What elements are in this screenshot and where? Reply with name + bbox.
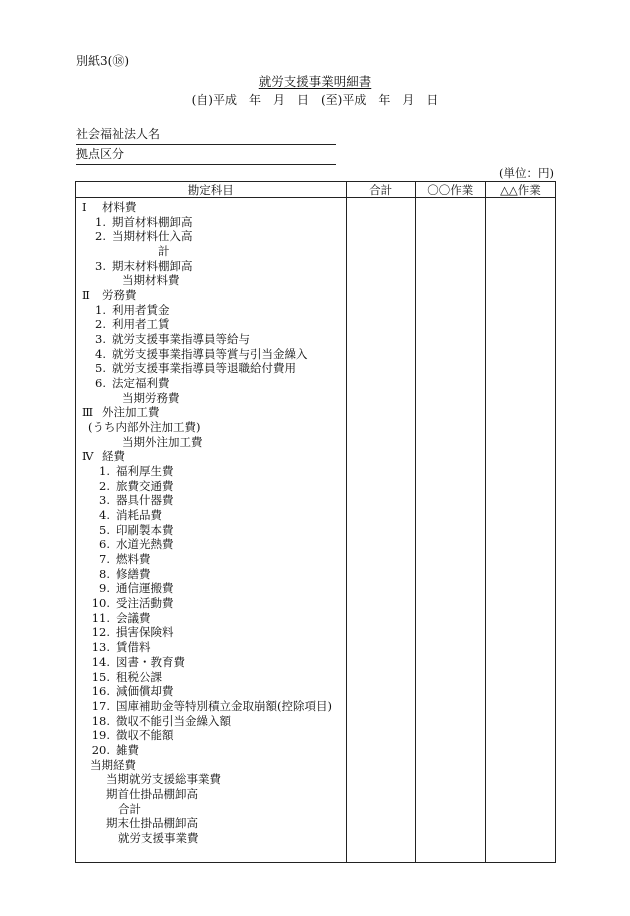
item-label: 旅費交通費: [116, 478, 174, 493]
item-number: 6.: [99, 537, 110, 552]
summary-label: 期首仕掛品棚卸高: [106, 786, 198, 801]
item-label: 水道光熱費: [116, 537, 174, 552]
subtotal-row: [76, 435, 346, 450]
summary-label: 合計: [118, 801, 141, 816]
item-number: 16.: [91, 684, 110, 699]
subtotal-label: 当期労務費: [122, 390, 180, 405]
subtotal-row: [76, 244, 346, 259]
section-title: 外注加工費: [102, 405, 160, 420]
section-numeral: Ⅰ: [82, 200, 87, 214]
item-label: 期首材料棚卸高: [112, 214, 193, 229]
list-item: [76, 493, 346, 508]
item-number: 19.: [91, 728, 110, 743]
summary-row-wip-begin: [76, 787, 346, 802]
subtotal-label: 計: [158, 244, 170, 259]
item-label: 減価償却費: [116, 684, 174, 699]
column-header-work-b: △△作業: [485, 182, 555, 198]
section-heading-expenses: [76, 449, 346, 464]
form-number: 別紙3(⑱): [76, 54, 129, 68]
item-number: 2.: [95, 317, 106, 332]
item-label: 受注活動費: [116, 596, 174, 611]
list-item: [76, 259, 346, 274]
corporation-name-field[interactable]: [76, 127, 336, 145]
item-label: 雑費: [116, 742, 139, 757]
column-header-total: 合計: [346, 182, 415, 198]
account-item-list: [76, 198, 346, 846]
item-label: 就労支援事業指導員等給与: [112, 332, 250, 347]
section-title: 材料費: [102, 200, 137, 214]
item-label: 燃料費: [116, 552, 151, 567]
list-item: [76, 508, 346, 523]
account-items-cell: [76, 198, 347, 863]
list-item: [76, 728, 346, 743]
item-label: 福利厚生費: [116, 464, 174, 479]
item-label: 利用者賃金: [112, 302, 170, 317]
item-label: 徴収不能額: [116, 728, 174, 743]
item-number: 14.: [91, 654, 110, 669]
table-header-row: [76, 182, 556, 198]
section-numeral: Ⅲ: [82, 405, 94, 420]
item-label: 会議費: [116, 610, 151, 625]
list-item: [76, 464, 346, 479]
summary-row-total-cost: [76, 772, 346, 787]
item-number: 13.: [91, 640, 110, 655]
item-number: 2.: [95, 229, 106, 244]
item-label: 損害保険料: [116, 625, 174, 640]
item-label: 就労支援事業指導員等退職給付費用: [112, 361, 296, 376]
item-label: 図書・教育費: [116, 654, 185, 669]
item-number: 4.: [95, 346, 106, 361]
item-label: 利用者工賃: [112, 317, 170, 332]
list-item: [76, 567, 346, 582]
item-number: 6.: [95, 376, 106, 391]
item-label: 器具什器費: [116, 493, 174, 508]
item-number: 10.: [91, 596, 110, 611]
list-item: [76, 684, 346, 699]
item-label: 租税公課: [116, 669, 162, 684]
summary-row-business-cost: [76, 831, 346, 846]
column-header-account: 勘定科目: [76, 182, 347, 198]
section-heading-outsourcing: [76, 405, 346, 420]
subtotal-row: [76, 273, 346, 288]
list-item: [76, 655, 346, 670]
summary-label: 期末仕掛品棚卸高: [106, 816, 198, 831]
work-b-column-cell[interactable]: [485, 198, 555, 863]
total-column-cell[interactable]: [346, 198, 415, 863]
item-number: 8.: [99, 566, 110, 581]
item-number: 1.: [95, 302, 106, 317]
item-number: 3.: [95, 332, 106, 347]
item-number: 11.: [91, 610, 110, 625]
table-body-row: [76, 198, 556, 863]
list-item: [76, 640, 346, 655]
list-item: [76, 347, 346, 362]
summary-row-sum: [76, 802, 346, 817]
column-header-work-a: 〇〇作業: [415, 182, 485, 198]
item-label: 印刷製本費: [116, 522, 174, 537]
list-item: [76, 479, 346, 494]
item-number: 1.: [95, 214, 106, 229]
list-item: [76, 215, 346, 230]
item-label: 修繕費: [116, 566, 151, 581]
work-a-column-cell[interactable]: [415, 198, 485, 863]
list-item: [76, 229, 346, 244]
item-number: 5.: [95, 361, 106, 376]
item-number: 1.: [99, 464, 110, 479]
list-item: [76, 743, 346, 758]
item-label: 賃借料: [116, 640, 151, 655]
list-item: [76, 317, 346, 332]
item-label: 就労支援事業指導員等賞与引当金繰入: [112, 346, 308, 361]
item-number: 5.: [99, 522, 110, 537]
section-heading-materials: [76, 200, 346, 215]
summary-row-current-expenses: [76, 758, 346, 773]
item-label: 期末材料棚卸高: [112, 258, 193, 273]
subtotal-row: [76, 391, 346, 406]
list-item: [76, 596, 346, 611]
section-title: 経費: [102, 449, 125, 464]
list-item: [76, 611, 346, 626]
item-number: 3.: [99, 493, 110, 508]
section-heading-labor: [76, 288, 346, 303]
item-label: 国庫補助金等特別積立金取崩額(控除項目): [116, 698, 332, 713]
unit-label: (単位：円): [499, 166, 554, 180]
item-number: 15.: [91, 669, 110, 684]
subtotal-label: 当期材料費: [122, 273, 180, 288]
item-label: 法定福利費: [112, 376, 170, 391]
item-number: 12.: [91, 625, 110, 640]
item-number: 17.: [91, 698, 110, 713]
list-item: [76, 537, 346, 552]
base-division-field[interactable]: [76, 147, 336, 165]
list-item: [76, 670, 346, 685]
item-number: 2.: [99, 478, 110, 493]
summary-row-wip-end: [76, 816, 346, 831]
statement-table: [75, 181, 556, 863]
item-number: 4.: [99, 508, 110, 523]
item-label: 当期材料仕入高: [112, 229, 193, 244]
list-item: [76, 523, 346, 538]
list-item: [76, 552, 346, 567]
document-title: [0, 72, 630, 90]
subtotal-label: 当期外注加工費: [122, 434, 203, 449]
section-numeral: Ⅱ: [82, 288, 90, 303]
list-item: [76, 625, 346, 640]
item-number: 9.: [99, 581, 110, 596]
note-row: [76, 420, 346, 435]
period-line: (自)平成 年 月 日 (至)平成 年 月 日: [191, 93, 439, 107]
list-item: [76, 714, 346, 729]
summary-label: 当期就労支援総事業費: [106, 772, 221, 787]
item-number: 20.: [91, 742, 110, 757]
base-division-label: 拠点区分: [76, 147, 125, 161]
item-number: 18.: [91, 713, 110, 728]
summary-label: 就労支援事業費: [118, 830, 199, 845]
section-numeral: Ⅳ: [82, 449, 94, 464]
list-item: [76, 332, 346, 347]
corporation-name-label: 社会福祉法人名: [76, 127, 161, 141]
list-item: [76, 376, 346, 391]
list-item: [76, 581, 346, 596]
note-label: (うち内部外注加工費): [88, 420, 201, 435]
list-item: [76, 699, 346, 714]
list-item: [76, 361, 346, 376]
item-label: 通信運搬費: [116, 581, 174, 596]
item-number: 3.: [95, 258, 106, 273]
item-label: 徴収不能引当金繰入額: [116, 713, 231, 728]
section-title: 労務費: [102, 288, 137, 303]
item-label: 消耗品費: [116, 508, 162, 523]
summary-label: 当期経費: [90, 757, 136, 772]
list-item: [76, 303, 346, 318]
document-title-text: 就労支援事業明細書: [258, 74, 372, 89]
item-number: 7.: [99, 552, 110, 567]
